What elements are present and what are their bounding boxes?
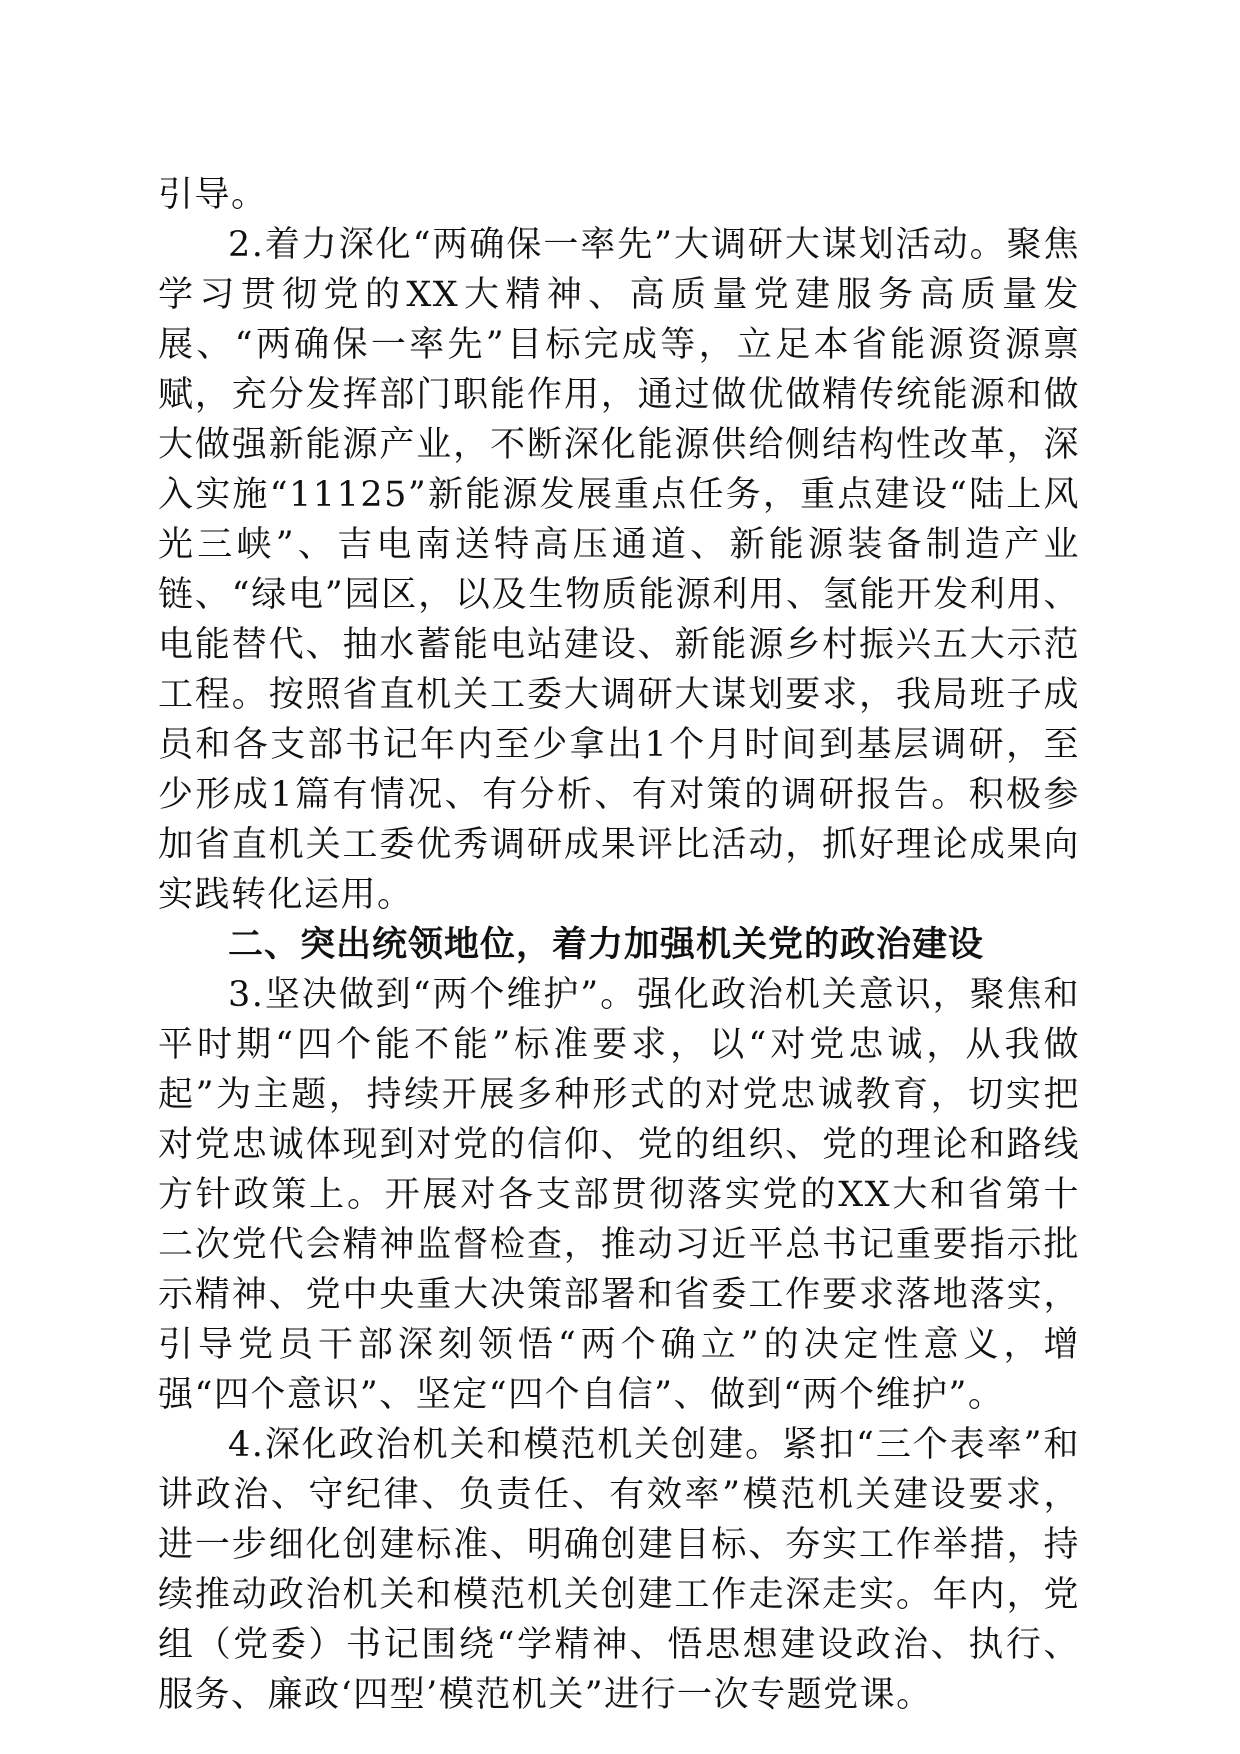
paragraph-item-2: 2.着力深化“两确保一率先”大调研大谋划活动。聚焦学习贯彻党的XX大精神、高质量党建服务高质量发展、“两确保一率先”目标完成等，立足本省能源资源禀赋，充分发挥部门职能作用，通过做优做精传统能源和做大做强新能源产业，不断深化能源供给侧结构性改革，深入实施“11125”新能源发展重点任务，重点建设“陆上风光三峡”、吉电南送特高压通道、新能源装备制造产业链、“绿电”园区，以及生物质能源利用、氢能开发利用、电能替代、抽水蓄能电站建设、新能源乡村振兴五大示范工程。按照省直机关工委大调研大谋划要求，我局班子成员和各支部书记年内至少拿出1个月时间到基层调研，至少形成1篇有情况、有分析、有对策的调研报告。积极参加省直机关工委优秀调研成果评比活动，抓好理论成果向实践转化运用。 bbox=[158, 225, 1080, 915]
paragraph-continuation: 引导。 bbox=[158, 175, 268, 215]
section-heading-2: 二、突出统领地位，着力加强机关党的政治建设 bbox=[228, 925, 985, 965]
document-body bbox=[158, 170, 1080, 1720]
paragraph-item-3: 3.坚决做到“两个维护”。强化政治机关意识，聚焦和平时期“四个能不能”标准要求，以“对党忠诚，从我做起”为主题，持续开展多种形式的对党忠诚教育，切实把对党忠诚体现到对党的信仰、党的组织、党的理论和路线方针政策上。开展对各支部贯彻落实党的XX大和省第十二次党代会精神监督检查，推动习近平总书记重要指示批示精神、党中央重大决策部署和省委工作要求落地落实，引导党员干部深刻领悟“两个确立”的决定性意义，增强“四个意识”、坚定“四个自信”、做到“两个维护”。 bbox=[158, 975, 1080, 1415]
paragraph-item-4: 4.深化政治机关和模范机关创建。紧扣“三个表率”和讲政治、守纪律、负责任、有效率”模范机关建设要求，进一步细化创建标准、明确创建目标、夯实工作举措，持续推动政治机关和模范机关创建工作走深走实。年内，党组（党委）书记围绕“学精神、悟思想建设政治、执行、服务、廉政‘四型’模范机关”进行一次专题党课。 bbox=[158, 1425, 1080, 1715]
